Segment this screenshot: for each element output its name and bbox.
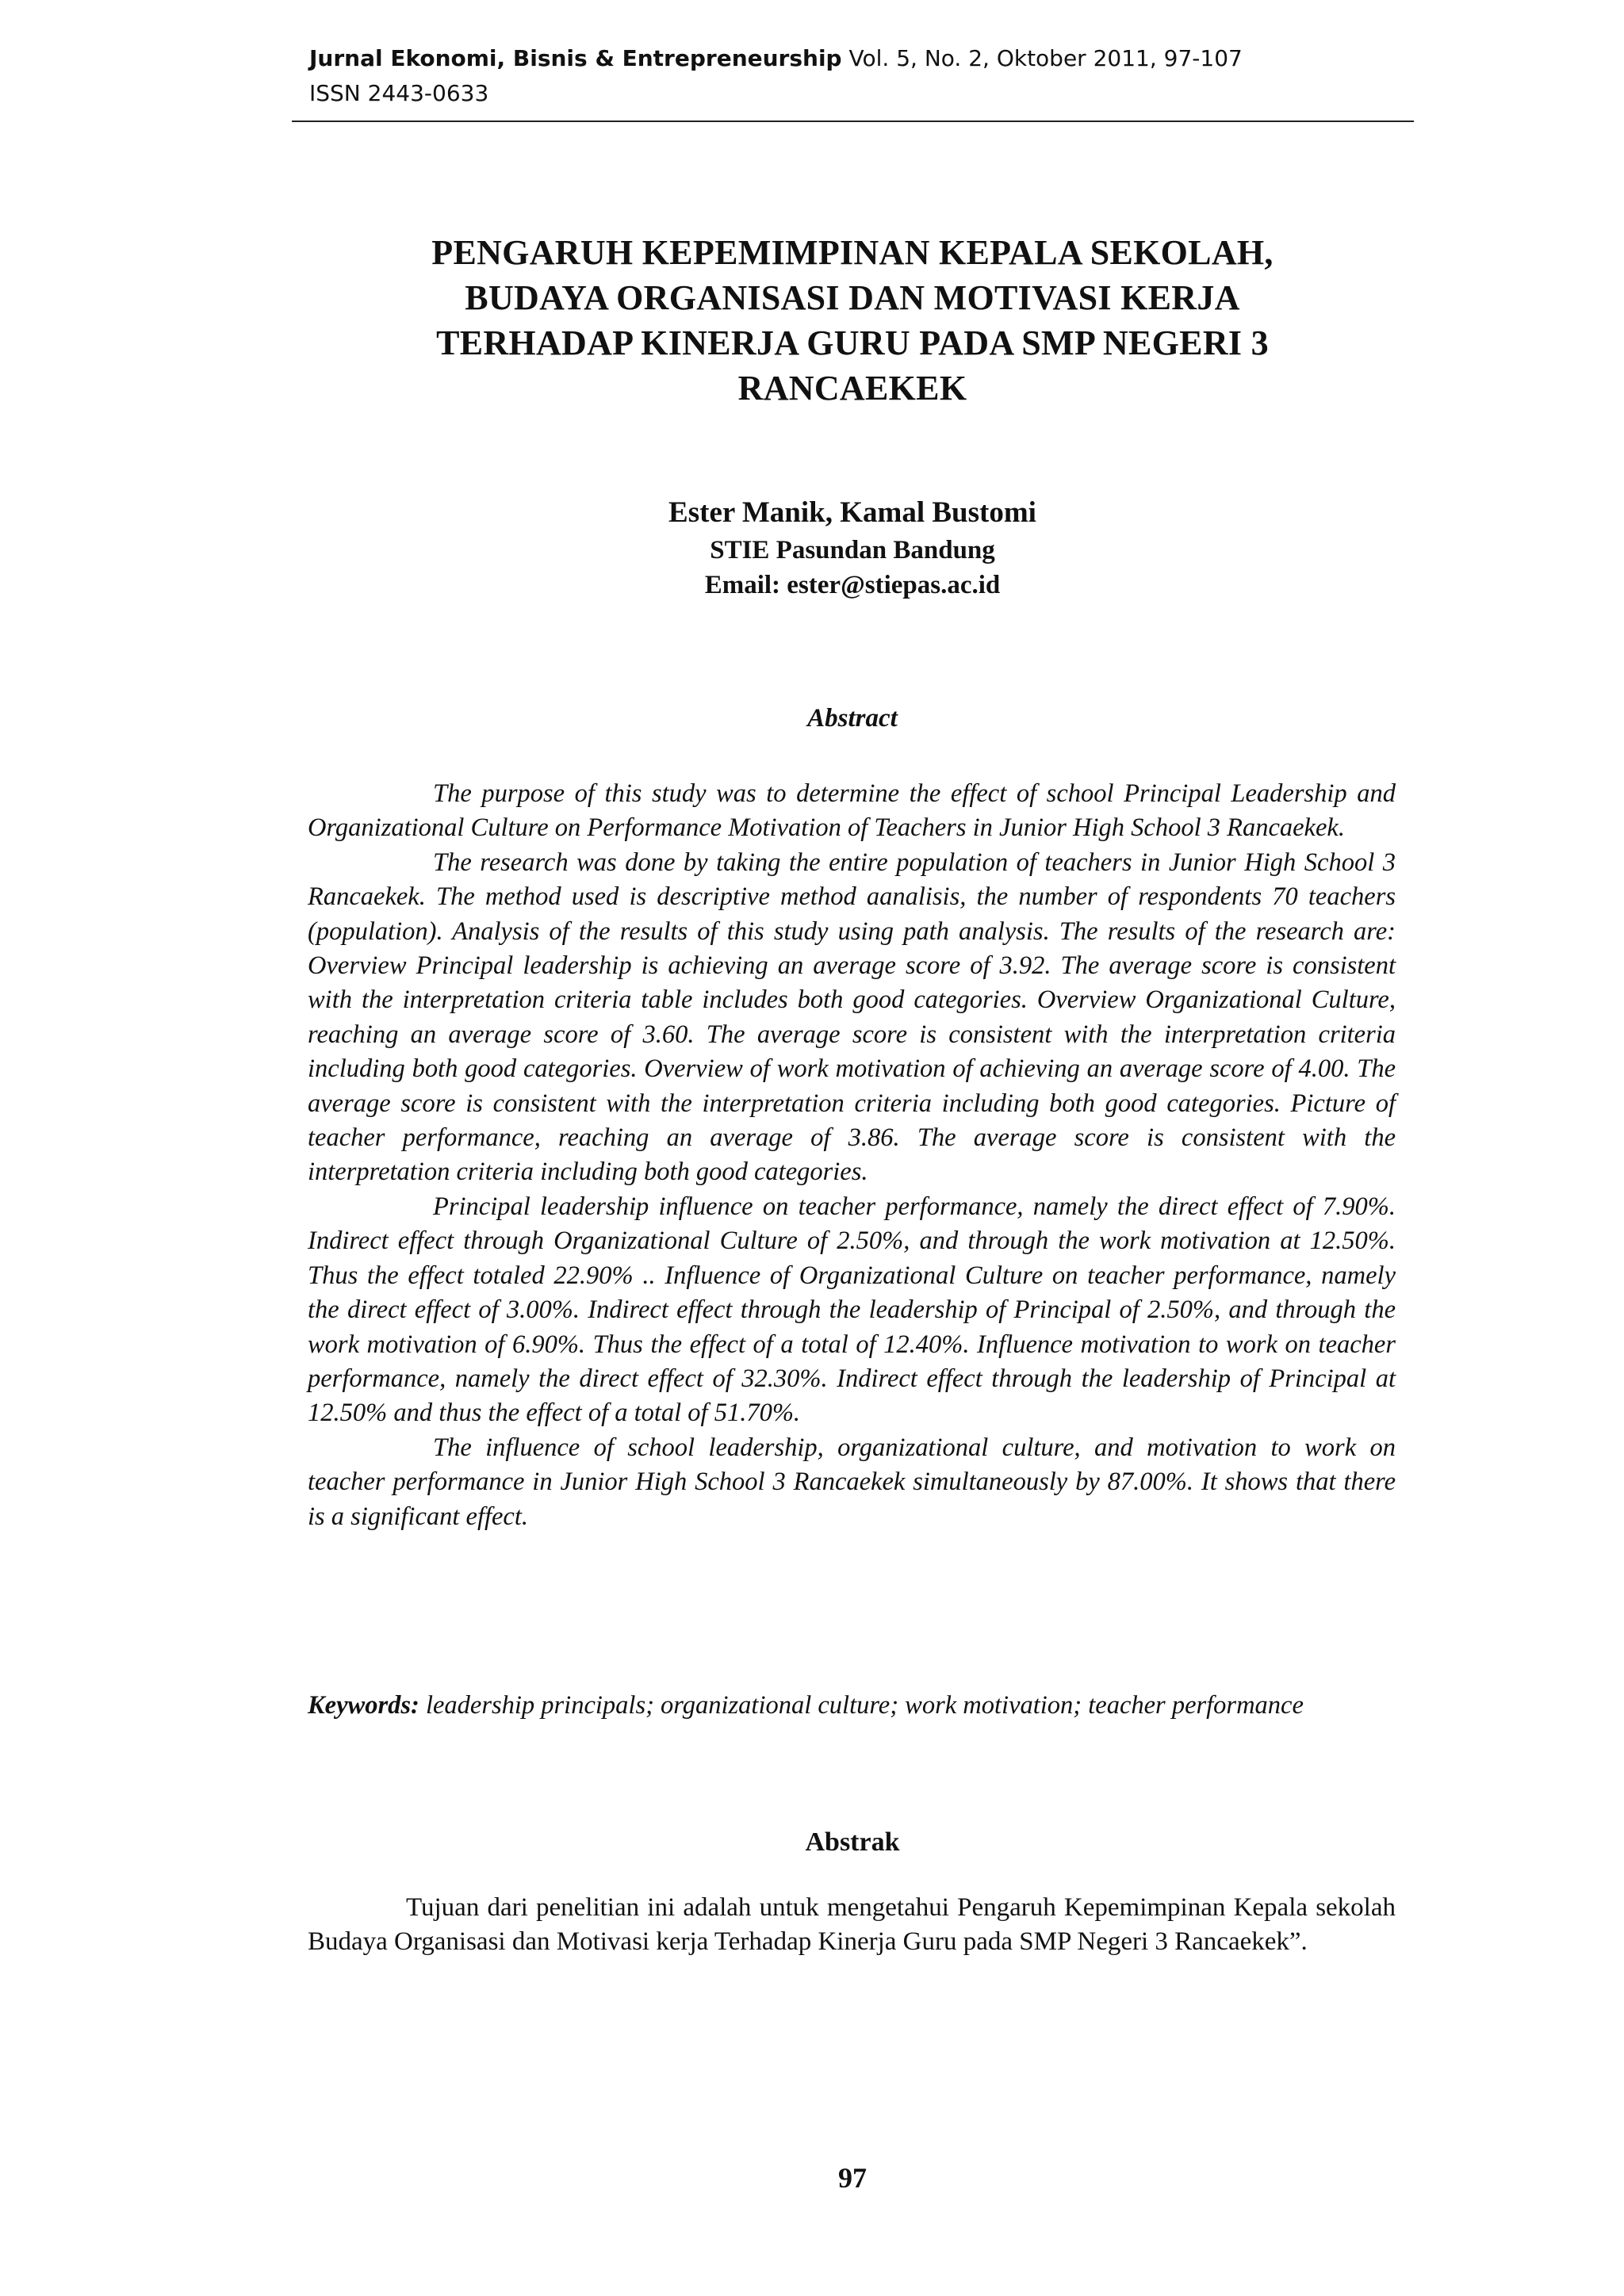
abstrak-paragraph: Tujuan dari penelitian ini adalah untuk mengetahui Pengaruh Kepemimpinan Kepala sekolah Budaya Organisasi dan Motivasi kerja Terhadap Kinerja Guru pada SMP Negeri 3 Rancaekek”.: [308, 1893, 1396, 1957]
keywords: [308, 1689, 1396, 1723]
abstract-paragraph: Principal leadership influence on teacher performance, namely the direct effect of 7.90%. Indirect effect through Organizational Culture of 2.50%, and through the work motivation at 12.50%. Thus the effect totaled 22.90% .. Influence of Organizational Culture on teacher performance, namely the direct effect of 3.00%. Indirect effect through the leadership of Principal of 2.50%, and through the work motivation of 6.90%. Thus the effect of a total of 12.40%. Influence motivation to work on teacher performance, namely the direct effect of 32.30%. Indirect effect through the leadership of Principal at 12.50% and thus the effect of a total of 51.70%.: [308, 1192, 1396, 1428]
abstract-paragraph: The purpose of this study was to determine the effect of school Principal Leadership and Organizational Culture on Performance Motivation of Teachers in Junior High School 3 Rancaekek.: [308, 779, 1396, 843]
header-divider: [292, 121, 1414, 122]
keywords-text: leadership principals; organizational culture; work motivation; teacher performance: [419, 1691, 1304, 1720]
author-email: Email: ester@stiepas.ac.id: [704, 571, 1001, 599]
title-line: PENGARUH KEPEMIMPINAN KEPALA SEKOLAH,: [431, 233, 1274, 272]
abstrak-body: [308, 1891, 1396, 1960]
abstrak-heading: Abstrak: [805, 1827, 900, 1857]
title-line: TERHADAP KINERJA GURU PADA SMP NEGERI 3: [436, 323, 1269, 362]
abstract-paragraph: The research was done by taking the entire population of teachers in Junior High School 3 Rancaekek. The method used is descriptive method aanalisis, the number of respondents 70 teachers (population). Analysis of the results of this study using path analysis. The results of the research are: Overview Principal leadership is achieving an average score of 3.92. The average score is consistent with the interpretation criteria table includes both good categories. Overview Organizational Culture, reaching an average score of 3.60. The average score is consistent with the interpretation criteria including both good categories. Overview of work motivation of achieving an average score of 4.00. The average score is consistent with the interpretation criteria including both good categories. Picture of teacher performance, reaching an average of 3.86. The average score is consistent with the interpretation criteria including both good categories.: [308, 848, 1396, 1187]
author-names: Ester Manik, Kamal Bustomi: [668, 496, 1036, 529]
title-line: RANCAEKEK: [737, 369, 967, 408]
journal-name: Jurnal Ekonomi, Bisnis & Entrepreneurship: [309, 45, 842, 71]
issn: ISSN 2443-0633: [309, 80, 489, 106]
affiliation: STIE Pasundan Bandung: [710, 536, 995, 564]
abstract-body: [308, 777, 1396, 1534]
page-number: 97: [838, 2162, 867, 2194]
author-block: [301, 493, 1404, 603]
title-line: BUDAYA ORGANISASI DAN MOTIVASI KERJA: [465, 278, 1240, 317]
abstract-heading: Abstract: [807, 704, 898, 733]
abstract-paragraph: The influence of school leadership, organizational culture, and motivation to work on teacher performance in Junior High School 3 Rancaekek simultaneously by 87.00%. It shows that there is a significant effect.: [308, 1433, 1396, 1531]
journal-citation-line: [309, 41, 1243, 76]
paper-title: [301, 230, 1404, 411]
running-header: [309, 41, 1243, 111]
volume-info: Vol. 5, No. 2, Oktober 2011, 97-107: [841, 45, 1243, 71]
keywords-label: Keywords:: [308, 1691, 419, 1720]
